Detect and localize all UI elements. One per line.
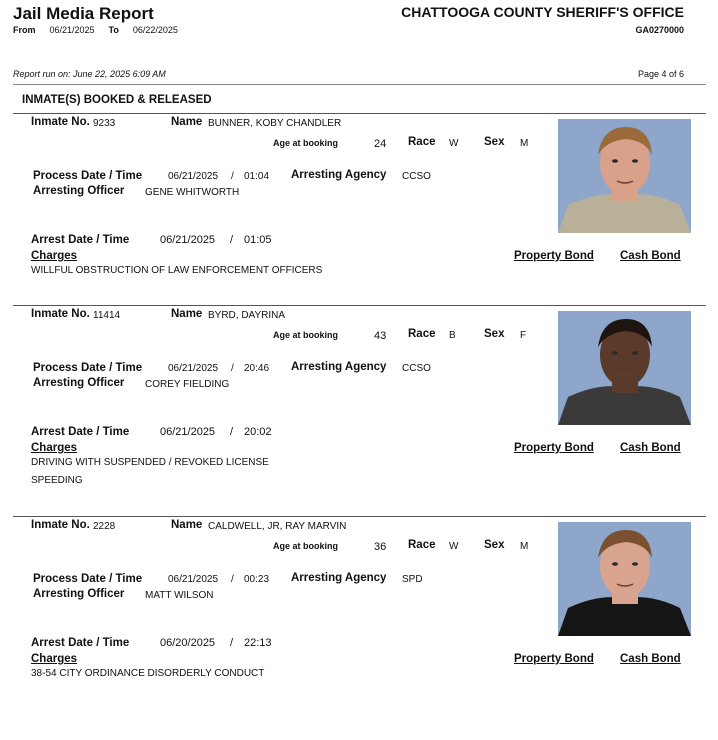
officer-label: Arresting Officer bbox=[33, 185, 125, 197]
inmate-no-value: 9233 bbox=[93, 118, 116, 129]
charges-label: Charges bbox=[31, 442, 78, 454]
date-range bbox=[13, 25, 192, 35]
inmate-no-value: 11414 bbox=[93, 310, 121, 321]
charge-item: DRIVING WITH SUSPENDED / REVOKED LICENSE bbox=[31, 457, 269, 468]
process-slash: / bbox=[231, 574, 234, 585]
office-name: CHATTOOGA COUNTY SHERIFF'S OFFICE bbox=[401, 4, 684, 20]
inmate-record bbox=[0, 305, 718, 505]
arrest-date: 06/21/2025 bbox=[160, 426, 216, 438]
name-label: Name bbox=[171, 116, 203, 128]
arrest-time: 20:02 bbox=[244, 426, 272, 438]
agency-code: GA0270000 bbox=[635, 25, 684, 35]
race-label: Race bbox=[408, 136, 436, 148]
booking-photo bbox=[558, 311, 691, 425]
arrest-label: Arrest Date / Time bbox=[31, 234, 130, 246]
officer-label: Arresting Officer bbox=[33, 377, 125, 389]
process-slash: / bbox=[231, 171, 234, 182]
arrest-slash: / bbox=[230, 426, 234, 438]
report-run-date: Report run on: June 22, 2025 6:09 AM bbox=[13, 69, 166, 79]
inmate-no-label: Inmate No. bbox=[31, 116, 90, 128]
cash-bond-label: Cash Bond bbox=[620, 653, 681, 665]
sex-value: M bbox=[520, 138, 529, 149]
officer-value: GENE WHITWORTH bbox=[145, 187, 240, 198]
arrest-label: Arrest Date / Time bbox=[31, 426, 130, 438]
from-date: 06/21/2025 bbox=[49, 25, 95, 35]
mugshot-image bbox=[558, 522, 691, 636]
arrest-time: 22:13 bbox=[244, 637, 272, 649]
arrest-time: 01:05 bbox=[244, 234, 272, 246]
property-bond-label: Property Bond bbox=[514, 653, 594, 665]
arrest-label: Arrest Date / Time bbox=[31, 637, 130, 649]
sex-label: Sex bbox=[484, 328, 505, 340]
mugshot-image bbox=[558, 311, 691, 425]
officer-label: Arresting Officer bbox=[33, 588, 125, 600]
age-value: 43 bbox=[374, 330, 387, 342]
process-date: 06/21/2025 bbox=[168, 171, 219, 182]
record-divider bbox=[13, 305, 706, 306]
agency-value: CCSO bbox=[402, 363, 431, 374]
name-label: Name bbox=[171, 519, 203, 531]
age-value: 24 bbox=[374, 138, 387, 150]
mugshot-image bbox=[558, 119, 691, 233]
inmate-no-label: Inmate No. bbox=[31, 308, 90, 320]
agency-value: CCSO bbox=[402, 171, 431, 182]
booking-photo bbox=[558, 119, 691, 233]
agency-label: Arresting Agency bbox=[291, 169, 387, 181]
process-slash: / bbox=[231, 363, 234, 374]
officer-value: MATT WILSON bbox=[145, 590, 214, 601]
charges-label: Charges bbox=[31, 653, 78, 665]
process-label: Process Date / Time bbox=[33, 573, 143, 585]
property-bond-label: Property Bond bbox=[514, 442, 594, 454]
page-number: Page 4 of 6 bbox=[637, 69, 684, 79]
process-date: 06/21/2025 bbox=[168, 363, 219, 374]
record-divider bbox=[13, 113, 706, 114]
booking-photo bbox=[558, 522, 691, 636]
process-time: 20:46 bbox=[244, 363, 270, 374]
race-value: W bbox=[449, 541, 459, 552]
process-label: Process Date / Time bbox=[33, 362, 143, 374]
cash-bond-label: Cash Bond bbox=[620, 250, 681, 262]
officer-value: COREY FIELDING bbox=[145, 379, 230, 390]
arrest-slash: / bbox=[230, 637, 234, 649]
inmate-record bbox=[0, 516, 718, 716]
header-divider bbox=[13, 84, 706, 85]
from-label: From bbox=[13, 25, 36, 35]
process-time: 01:04 bbox=[244, 171, 270, 182]
charge-item: WILLFUL OBSTRUCTION OF LAW ENFORCEMENT OFFICERS bbox=[31, 265, 323, 276]
inmate-name: CALDWELL, JR, RAY MARVIN bbox=[208, 521, 347, 532]
inmate-record bbox=[0, 113, 718, 313]
sex-label: Sex bbox=[484, 136, 505, 148]
inmate-no-label: Inmate No. bbox=[31, 519, 90, 531]
age-value: 36 bbox=[374, 541, 387, 553]
process-label: Process Date / Time bbox=[33, 170, 143, 182]
arrest-date: 06/20/2025 bbox=[160, 637, 216, 649]
inmate-no-value: 2228 bbox=[93, 521, 116, 532]
race-value: W bbox=[449, 138, 459, 149]
cash-bond-label: Cash Bond bbox=[620, 442, 681, 454]
sex-value: M bbox=[520, 541, 529, 552]
sex-value: F bbox=[520, 330, 527, 341]
sex-label: Sex bbox=[484, 539, 505, 551]
record-divider bbox=[13, 516, 706, 517]
inmate-name: BUNNER, KOBY CHANDLER bbox=[208, 118, 342, 129]
charge-item: SPEEDING bbox=[31, 475, 83, 486]
race-label: Race bbox=[408, 539, 436, 551]
charges-label: Charges bbox=[31, 250, 78, 262]
charge-item: 38-54 CITY ORDINANCE DISORDERLY CONDUCT bbox=[31, 668, 265, 679]
section-title: INMATE(S) BOOKED & RELEASED bbox=[22, 94, 212, 106]
to-label: To bbox=[108, 25, 119, 35]
inmate-name: BYRD, DAYRINA bbox=[208, 310, 286, 321]
age-label: Age at booking bbox=[273, 330, 338, 340]
arrest-slash: / bbox=[230, 234, 234, 246]
age-label: Age at booking bbox=[273, 138, 338, 148]
race-value: B bbox=[449, 330, 456, 341]
process-time: 00:23 bbox=[244, 574, 270, 585]
age-label: Age at booking bbox=[273, 541, 338, 551]
property-bond-label: Property Bond bbox=[514, 250, 594, 262]
arrest-date: 06/21/2025 bbox=[160, 234, 216, 246]
agency-label: Arresting Agency bbox=[291, 361, 387, 373]
name-label: Name bbox=[171, 308, 203, 320]
agency-value: SPD bbox=[402, 574, 423, 585]
agency-label: Arresting Agency bbox=[291, 572, 387, 584]
process-date: 06/21/2025 bbox=[168, 574, 219, 585]
race-label: Race bbox=[408, 328, 436, 340]
to-date: 06/22/2025 bbox=[132, 25, 178, 35]
report-title: Jail Media Report bbox=[13, 4, 154, 23]
